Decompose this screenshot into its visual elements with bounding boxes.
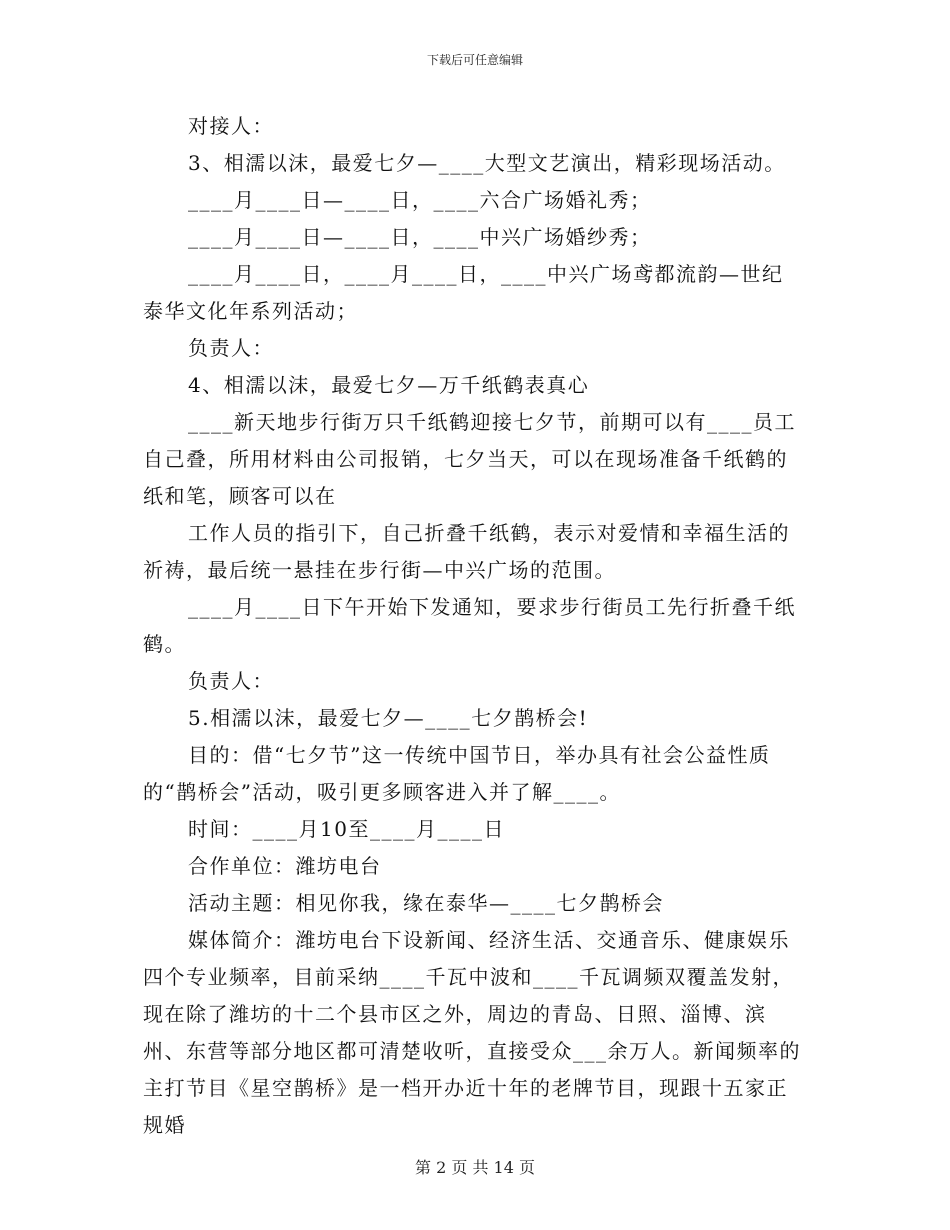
paragraph: 时间：____月10至____月____日 bbox=[188, 817, 505, 841]
paragraph: ____月____日下午开始下发通知，要求步行街员工先行折叠千纸鹤。 bbox=[143, 595, 796, 656]
paragraph: 活动主题：相见你我，缘在泰华—____七夕鹊桥会 bbox=[188, 891, 664, 915]
paragraph: 负责人： bbox=[188, 336, 274, 360]
paragraph: 工作人员的指引下，自己折叠千纸鹤，表示对爱情和幸福生活的祈祷，最后统一悬挂在步行街—中兴广场的范围。 bbox=[143, 521, 790, 582]
paragraph: ____月____日—____日，____六合广场婚礼秀； bbox=[188, 188, 652, 212]
paragraph: 目的：借“七夕节”这一传统中国节日，举办具有社会公益性质的“鹊桥会”活动，吸引更多顾客进入并了解____。 bbox=[143, 743, 771, 804]
paragraph: 合作单位：潍坊电台 bbox=[188, 854, 382, 878]
paragraph: 3、相濡以沫，最爱七夕—____大型文艺演出，精彩现场活动。 bbox=[188, 151, 786, 175]
paragraph: 负责人： bbox=[188, 669, 274, 693]
page-body bbox=[143, 108, 803, 1144]
paragraph: 5.相濡以沫，最爱七夕—____七夕鹊桥会! bbox=[188, 706, 589, 730]
paragraph: ____新天地步行街万只千纸鹤迎接七夕节，前期可以有____员工自己叠，所用材料由公司报销，七夕当天，可以在现场准备千纸鹤的纸和笔，顾客可以在 bbox=[143, 410, 796, 508]
page-footer: 第 2 页 共 14 页 bbox=[415, 1158, 535, 1177]
paragraph: 对接人： bbox=[188, 114, 274, 138]
paragraph: ____月____日，____月____日，____中兴广场鸢都流韵—世纪泰华文化年系列活动； bbox=[143, 262, 784, 323]
paragraph: ____月____日—____日，____中兴广场婚纱秀； bbox=[188, 225, 652, 249]
paragraph: 媒体简介：潍坊电台下设新闻、经济生活、交通音乐、健康娱乐四个专业频率，目前采纳____千瓦中波和____千瓦调频双覆盖发射，现在除了潍坊的十二个县市区之外，周边的青岛、日照、淄博、滨州、东营等部分地区都可清楚收听，直接受众___余万人。新闻频率的主打节目《星空鹊桥》是一档开办近十年的老牌节目，现跟十五家正规婚 bbox=[143, 928, 801, 1137]
page-header: 下载后可任意编辑 bbox=[426, 53, 523, 67]
paragraph: 4、相濡以沫，最爱七夕—万千纸鹤表真心 bbox=[188, 373, 590, 397]
